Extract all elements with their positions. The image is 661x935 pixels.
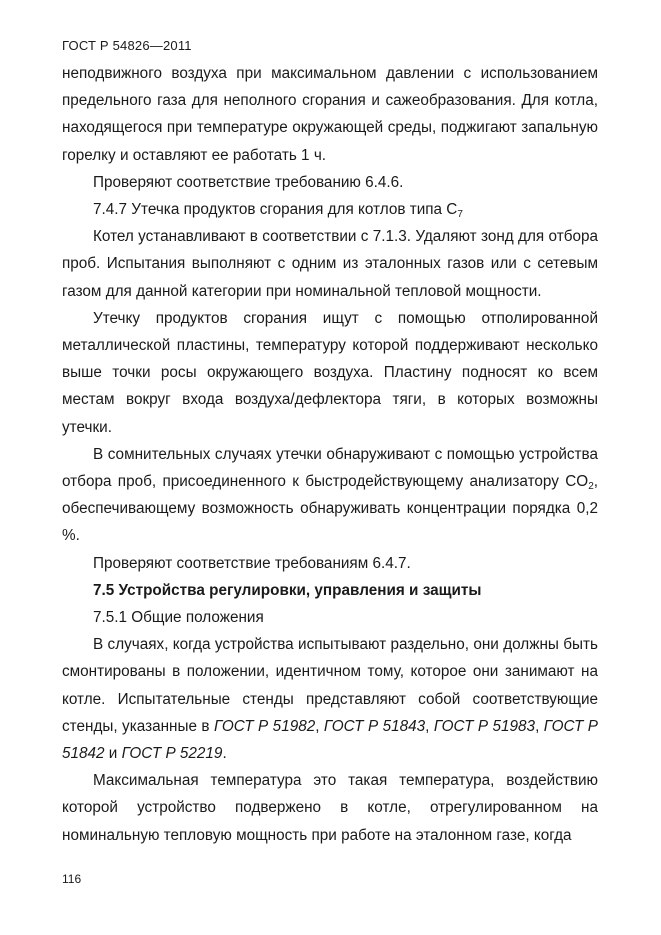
section-7-4-7-title [62, 196, 598, 223]
subscript-7: 7 [457, 209, 463, 221]
comma-3: , [535, 717, 544, 735]
section-7-4-7-text: 7.4.7 Утечка продуктов сгорания для котлов типа C [93, 201, 458, 219]
ref-gost-51842: ГОСТ Р 51842 [62, 717, 599, 763]
paragraph-doubtful-b: , обеспечивающему возможность обнаруживать концентрации порядка 0,2 %. [62, 473, 598, 545]
paragraph-separate-testing [62, 631, 598, 767]
conjunction-and: и [104, 745, 122, 763]
paragraph-separate-a: В случаях, когда устройства испытывают раздельно, они должны быть смонтированы в положении, идентичном тому, которое они занимают на котле. Испытательные стенды представляют собой соответствующие стенды, указанные в [62, 636, 598, 735]
document-body [62, 60, 598, 849]
paragraph-doubtful-cases [62, 441, 598, 550]
section-7-5-heading: 7.5 Устройства регулировки, управления и защиты [93, 581, 482, 599]
paragraph-leak-search: Утечку продуктов сгорания ищут с помощью отполированной металлической пластины, температуру которой поддерживают несколько выше точки росы окружающего воздуха. Пластину подносят ко всем местам вокруг входа воздуха/дефлектора тяги, в которых возможны утечки. [62, 309, 598, 436]
paragraph-continuation: неподвижного воздуха при максимальном давлении с использованием предельного газа для неполного сгорания и сажеобразования. Для котла, находящегося при температуре окружающей среды, поджигают запальную горелку и оставляют ее работать 1 ч. [62, 65, 598, 164]
ref-gost-52219: ГОСТ Р 52219 [121, 745, 223, 763]
period: . [222, 745, 227, 763]
subscript-2: 2 [588, 481, 594, 493]
paragraph-doubtful-a: В сомнительных случаях утечки обнаруживают с помощью устройства отбора проб, присоединенного к быстродействующему анализатору CO [62, 445, 598, 491]
ref-gost-51843: ГОСТ Р 51843 [323, 717, 426, 735]
section-7-5-1-heading: 7.5.1 Общие положения [93, 609, 264, 627]
paragraph-check-646: Проверяют соответствие требованию 6.4.6. [93, 173, 404, 191]
ref-gost-51982: ГОСТ Р 51982 [214, 717, 316, 735]
comma-1: , [315, 717, 324, 735]
comma-2: , [425, 717, 434, 735]
paragraph-check-647: Проверяют соответствие требованиям 6.4.7. [93, 554, 411, 572]
page-number: 116 [62, 872, 82, 886]
paragraph-boiler-install: Котел устанавливают в соответствии с 7.1.3. Удаляют зонд для отбора проб. Испытания выполняют с одним из эталонных газов или с сетевым газом для данной категории при номинальной тепловой мощности. [62, 228, 598, 300]
paragraph-max-temperature: Максимальная температура это такая температура, воздействию которой устройство подвержено в котле, отрегулированном на номинальную тепловую мощность при работе на эталонном газе, когда [62, 772, 598, 844]
document-header: ГОСТ Р 54826—2011 [62, 38, 192, 53]
ref-gost-51983: ГОСТ Р 51983 [433, 717, 536, 735]
